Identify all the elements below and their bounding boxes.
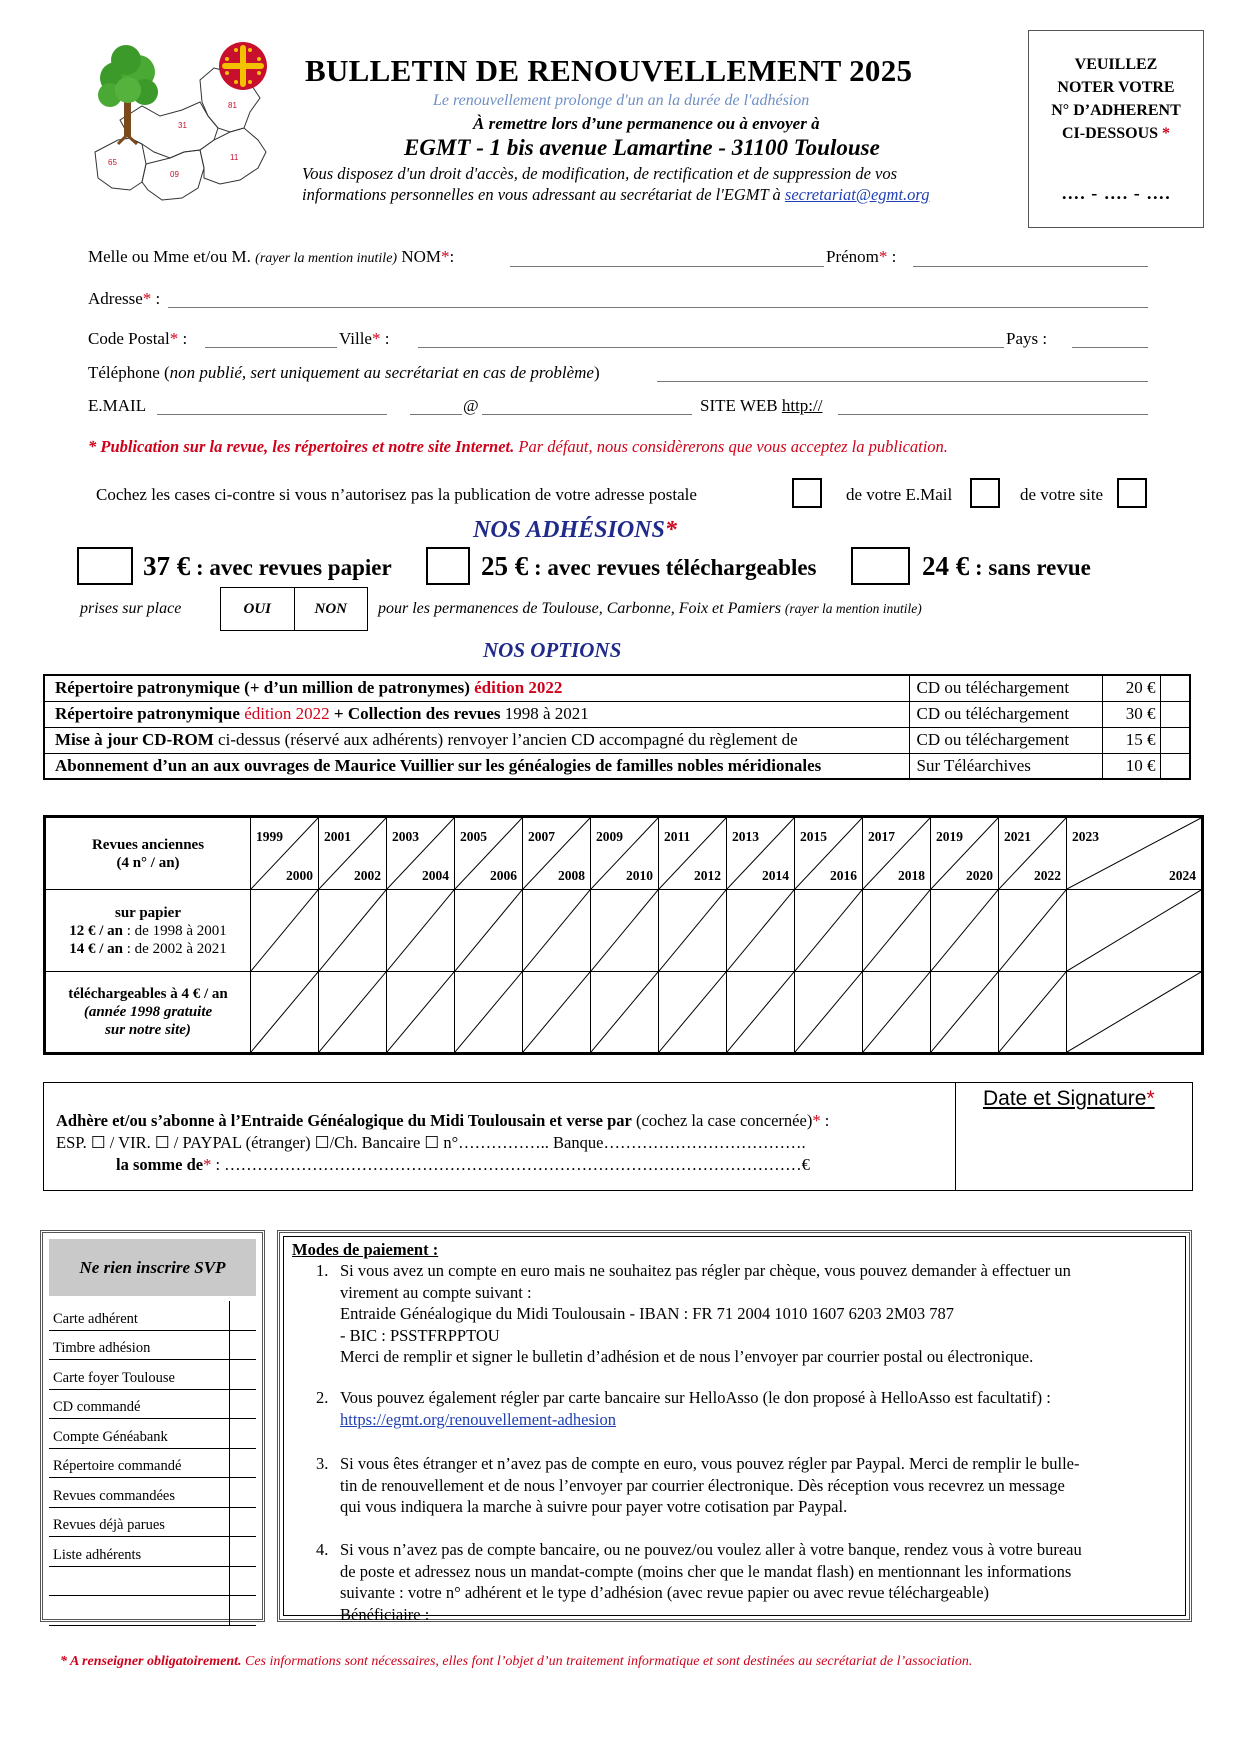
issue-order-cell[interactable] (387, 890, 455, 972)
issue-order-cell[interactable] (523, 890, 591, 972)
admin-item: Compte Généabank (49, 1419, 256, 1449)
opt-out-address-checkbox[interactable] (792, 478, 822, 508)
pays-input[interactable] (1072, 347, 1148, 348)
option-checkbox[interactable] (1160, 727, 1190, 753)
year-range-header (455, 817, 523, 890)
adhesion-24-label: 24 € : sans revue (922, 551, 1091, 581)
options-table (43, 674, 1191, 780)
member-number-placeholder[interactable]: …. - …. - …. (1061, 183, 1171, 203)
year-range-header (795, 817, 863, 890)
adhesion-37-checkbox[interactable] (77, 547, 133, 585)
issue-order-cell[interactable] (251, 890, 319, 972)
adhesion-25-label: 25 € : avec revues téléchargeables (481, 551, 817, 581)
year-range-header (319, 817, 387, 890)
notice-line3: N° D’ADHERENT (1051, 102, 1181, 119)
options-title: NOS OPTIONS (483, 638, 622, 662)
required-star: * (1162, 125, 1171, 142)
occitan-cross-icon (219, 42, 267, 90)
oui-option[interactable]: OUI (221, 588, 295, 630)
issue-order-cell[interactable] (931, 972, 999, 1054)
year-start: 2005 (460, 829, 487, 844)
notice-line1: VEUILLEZ (1074, 56, 1158, 73)
signature-area[interactable] (955, 1083, 1192, 1190)
option-price: 15 € (1102, 727, 1160, 753)
dept-31-outline (120, 102, 218, 158)
admin-item: Revues déjà parues (49, 1508, 256, 1538)
civility-note: (rayer la mention inutile) (255, 251, 398, 266)
year-start: 2003 (392, 829, 419, 844)
adresse-label: Adresse* : (88, 289, 161, 308)
oui-non-box (220, 587, 368, 631)
ville-input[interactable] (418, 347, 1004, 348)
issue-order-cell[interactable] (1067, 890, 1203, 972)
revues-download-label: téléchargeables à 4 € / an (année 1998 gratuite sur notre site) (45, 972, 251, 1054)
year-range-header (931, 817, 999, 890)
issue-order-cell[interactable] (319, 890, 387, 972)
issue-order-cell[interactable] (999, 972, 1067, 1054)
year-range-header (387, 817, 455, 890)
admin-item: Revues commandées (49, 1478, 256, 1508)
payment-modes-box (277, 1230, 1192, 1622)
map-label-09: 09 (170, 170, 179, 179)
mode-number: 1. (316, 1261, 329, 1280)
option-row (44, 701, 1190, 727)
footer-note: * A renseigner obligatoirement. Ces informations sont nécessaires, elles font l’objet d’un traitement informatique et sont destinées au secrétariat de l’association. (60, 1654, 973, 1669)
adhesion-24-checkbox[interactable] (851, 547, 910, 585)
year-end: 2020 (966, 868, 993, 883)
year-start: 2017 (868, 829, 895, 844)
revues-download-row (45, 972, 1203, 1054)
option-price: 10 € (1102, 753, 1160, 779)
prenom-input[interactable] (913, 266, 1148, 267)
email-user-input-2[interactable] (410, 414, 462, 415)
dept-65-outline (95, 138, 146, 190)
mode-number: 3. (316, 1454, 329, 1473)
prenom-label: Prénom* : (826, 247, 897, 266)
email-at: @ (463, 396, 479, 415)
option-checkbox[interactable] (1160, 675, 1190, 701)
issue-order-cell[interactable] (523, 972, 591, 1054)
option-row (44, 727, 1190, 753)
issue-order-cell[interactable] (251, 972, 319, 1054)
modes-title: Modes de paiement : (292, 1240, 439, 1259)
notice-line2: NOTER VOTRE (1057, 79, 1175, 96)
year-start: 2015 (800, 829, 827, 844)
revues-header-label: Revues anciennes (4 n° / an) (45, 817, 251, 890)
map-label-81: 81 (228, 101, 237, 110)
opt-out-text: Cochez les cases ci-contre si vous n’autorisez pas la publication de votre adresse postale (96, 485, 697, 504)
option-description: Répertoire patronymique édition 2022 + Collection des revues 1998 à 2021 (44, 701, 909, 727)
year-end: 2010 (626, 868, 653, 883)
option-media: CD ou téléchargement (909, 727, 1102, 753)
year-start: 2023 (1072, 829, 1099, 844)
telephone-input[interactable] (657, 381, 1148, 382)
admin-item: Répertoire commandé (49, 1449, 256, 1479)
adhesions-title: NOS ADHÉSIONS* (473, 517, 677, 543)
year-end: 2000 (286, 868, 313, 883)
year-range-header (251, 817, 319, 890)
year-end: 2012 (694, 868, 721, 883)
issue-order-cell[interactable] (591, 972, 659, 1054)
issue-order-cell[interactable] (591, 890, 659, 972)
admin-item: Carte adhérent (49, 1301, 256, 1331)
option-description: Abonnement d’un an aux ouvrages de Maurice Vuillier sur les généalogies de familles nobles méridionales (44, 753, 909, 779)
admin-item: Liste adhérents (49, 1537, 256, 1567)
option-media: Sur Téléarchives (909, 753, 1102, 779)
year-end: 2014 (762, 868, 789, 883)
year-start: 2009 (596, 829, 623, 844)
year-start: 2021 (1004, 829, 1031, 844)
egmt-logo-map (90, 40, 280, 215)
issue-order-cell[interactable] (659, 972, 727, 1054)
payment-line1: Adhère et/ou s’abonne à l’Entraide Généalogique du Midi Toulousain et verse par (cochez la case concernée)* : (56, 1111, 830, 1130)
option-description: Répertoire patronymique (+ d’un million de patronymes) édition 2022 (44, 675, 909, 701)
publication-note: * Publication sur la revue, les répertoires et notre site Internet. Par défaut, nous considèrerons que vous acceptez la publication. (88, 437, 948, 456)
year-end: 2002 (354, 868, 381, 883)
back-issues-table (43, 815, 1204, 1055)
mode-3-text: Si vous êtes étranger et n’avez pas de compte en euro, vous pouvez régler par Paypal. Merci de remplir le bulle- tin de renouvellement et de nous l’envoyer par courrier électronique. Dès réception vous recevrez un message qui vous indiquera la marche à suivre pour payer votre cotisation par Paypal. (340, 1454, 1080, 1516)
member-number-box (1028, 30, 1204, 228)
year-end: 2022 (1034, 868, 1061, 883)
code-postal-input[interactable] (205, 347, 337, 348)
year-end: 2016 (830, 868, 857, 883)
year-range-header (1067, 817, 1203, 890)
payment-amount[interactable]: la somme de* : ……………………………………………………………………………………………€ (116, 1155, 810, 1174)
mode-number: 4. (316, 1540, 329, 1559)
issue-order-cell[interactable] (727, 972, 795, 1054)
admin-title: Ne rien inscrire SVP (49, 1239, 256, 1296)
admin-item: Carte foyer Toulouse (49, 1360, 256, 1390)
year-start: 2001 (324, 829, 351, 844)
admin-use-box (40, 1230, 265, 1622)
adhesion-25-checkbox[interactable] (426, 547, 470, 585)
year-start: 2011 (664, 829, 691, 844)
opt-out-site-label: de votre site (1020, 485, 1104, 504)
telephone-label: Téléphone (non publié, sert uniquement au secrétariat en cas de problème) (88, 363, 600, 382)
signature-label: Date et Signature* (983, 1087, 1155, 1110)
opt-out-email-label: de votre E.Mail (846, 485, 953, 504)
rights-notice-line2 (302, 185, 929, 205)
adresse-input[interactable] (168, 307, 1148, 308)
year-start: 1999 (256, 829, 283, 844)
mode-4-text: Si vous n’avez pas de compte bancaire, ou ne pouvez/ou voulez aller à votre banque, rendez vous à votre bureau de poste et adressez nous un mandat-compte (moins cher que le mandat flash) en mentionnant les informations suivante : votre n° adhérent et le type d’adhésion (avec revue papier ou avec revue téléchargeable) Bénéficiaire : (340, 1540, 1082, 1624)
adhesion-37-label: 37 € : avec revues papier (143, 551, 392, 581)
email-label: E.MAIL (88, 396, 147, 415)
year-range-header (999, 817, 1067, 890)
year-end: 2018 (898, 868, 925, 883)
map-label-65: 65 (108, 158, 117, 167)
site-input[interactable] (838, 414, 1148, 415)
year-end: 2004 (422, 868, 449, 883)
rights-notice-line1: Vous disposez d'un droit d'accès, de modification, de rectification et de suppression de vos (302, 164, 898, 183)
admin-list (49, 1301, 256, 1626)
postal-address: EGMT - 1 bis avenue Lamartine - 31100 Toulouse (404, 135, 880, 160)
revues-paper-label: sur papier 12 € / an : de 1998 à 2001 14 € / an : de 2002 à 2021 (45, 890, 251, 972)
issue-order-cell[interactable] (455, 890, 523, 972)
year-start: 2013 (732, 829, 759, 844)
issue-order-cell[interactable] (931, 890, 999, 972)
year-range-header (727, 817, 795, 890)
year-end: 2024 (1169, 868, 1196, 883)
payment-declaration (43, 1082, 1193, 1191)
code-postal-label: Code Postal* : (88, 329, 188, 348)
issue-order-cell[interactable] (455, 972, 523, 1054)
tree-icon (98, 45, 158, 144)
option-price: 20 € (1102, 675, 1160, 701)
option-checkbox[interactable] (1160, 753, 1190, 779)
year-start: 2019 (936, 829, 963, 844)
admin-item: CD commandé (49, 1390, 256, 1420)
map-label-11: 11 (230, 153, 239, 162)
mode-number: 2. (316, 1388, 329, 1407)
helloasso-link[interactable]: https://egmt.org/renouvellement-adhesion (340, 1409, 617, 1429)
nom-input[interactable] (510, 266, 824, 267)
admin-item (49, 1596, 256, 1626)
year-range-header (659, 817, 727, 890)
notice-line4: CI-DESSOUS * (1061, 125, 1171, 142)
option-price: 30 € (1102, 701, 1160, 727)
issue-order-cell[interactable] (659, 890, 727, 972)
option-checkbox[interactable] (1160, 701, 1190, 727)
issue-order-cell[interactable] (319, 972, 387, 1054)
page-title: BULLETIN DE RENOUVELLEMENT 2025 (305, 53, 913, 88)
secretariat-email-link[interactable]: secretariat@egmt.org (784, 185, 930, 204)
issue-order-cell[interactable] (727, 890, 795, 972)
year-end: 2006 (490, 868, 517, 883)
payment-methods[interactable]: ESP. ☐ / VIR. ☐ / PAYPAL (étranger) ☐/Ch. Bancaire ☐ n°…………….. Banque………………………………. (56, 1133, 806, 1152)
revues-header-row (45, 817, 1203, 890)
option-media: CD ou téléchargement (909, 701, 1102, 727)
mode-1-text: Si vous avez un compte en euro mais ne souhaitez pas régler par chèque, vous pouvez demander à effectuer un virement au compte suivant : Entraide Généalogique du Midi Toulousain - IBAN : FR 71 2004 1010 1607 6203 2M03 787 - BIC : PSSTFRPPTOU Merci de remplir et signer le bulletin d’adhésion et de nous l’envoyer par courrier postal ou électronique. (340, 1261, 1071, 1366)
opt-out-site-checkbox[interactable] (1117, 478, 1147, 508)
issue-order-cell[interactable] (1067, 972, 1203, 1054)
issue-order-cell[interactable] (795, 972, 863, 1054)
year-start: 2007 (528, 829, 555, 844)
admin-item: Timbre adhésion (49, 1331, 256, 1361)
subtitle: Le renouvellement prolonge d'un an la durée de l'adhésion (433, 92, 810, 109)
option-row (44, 675, 1190, 701)
issue-order-cell[interactable] (387, 972, 455, 1054)
onsite-label: prises sur place (80, 600, 182, 617)
permanences-text: pour les permanences de Toulouse, Carbonne, Foix et Pamiers (rayer la mention inutile) (378, 600, 922, 617)
remit-instruction: À remettre lors d’une permanence ou à envoyer à (473, 114, 820, 133)
issue-order-cell[interactable] (795, 890, 863, 972)
year-range-header (863, 817, 931, 890)
pays-label: Pays : (1006, 329, 1048, 348)
option-media: CD ou téléchargement (909, 675, 1102, 701)
site-label: SITE WEB http:// (700, 396, 823, 415)
year-range-header (523, 817, 591, 890)
option-row (44, 753, 1190, 779)
email-domain-input[interactable] (482, 414, 692, 415)
non-option[interactable]: NON (314, 600, 347, 617)
option-description: Mise à jour CD-ROM ci-dessus (réservé aux adhérents) renvoyer l’ancien CD accompagné du règlement de (44, 727, 909, 753)
year-range-header (591, 817, 659, 890)
issue-order-cell[interactable] (999, 890, 1067, 972)
rights-notice-text: informations personnelles en vous adressant au secrétariat de l'EGMT à (302, 185, 785, 204)
map-label-31: 31 (178, 121, 187, 130)
revues-paper-row (45, 890, 1203, 972)
email-user-input[interactable] (157, 414, 387, 415)
mode-2-text: Vous pouvez également régler par carte bancaire sur HelloAsso (le don proposé à HelloAsso est facultatif) : https://egmt.org/renouvellement-adhesion (340, 1388, 1051, 1429)
opt-out-email-checkbox[interactable] (970, 478, 1000, 508)
admin-item (49, 1567, 256, 1597)
ville-label: Ville* : (339, 329, 390, 348)
issue-order-cell[interactable] (863, 972, 931, 1054)
civility-label: Melle ou Mme et/ou M. (rayer la mention inutile) NOM*: (88, 247, 455, 266)
issue-order-cell[interactable] (863, 890, 931, 972)
year-end: 2008 (558, 868, 585, 883)
